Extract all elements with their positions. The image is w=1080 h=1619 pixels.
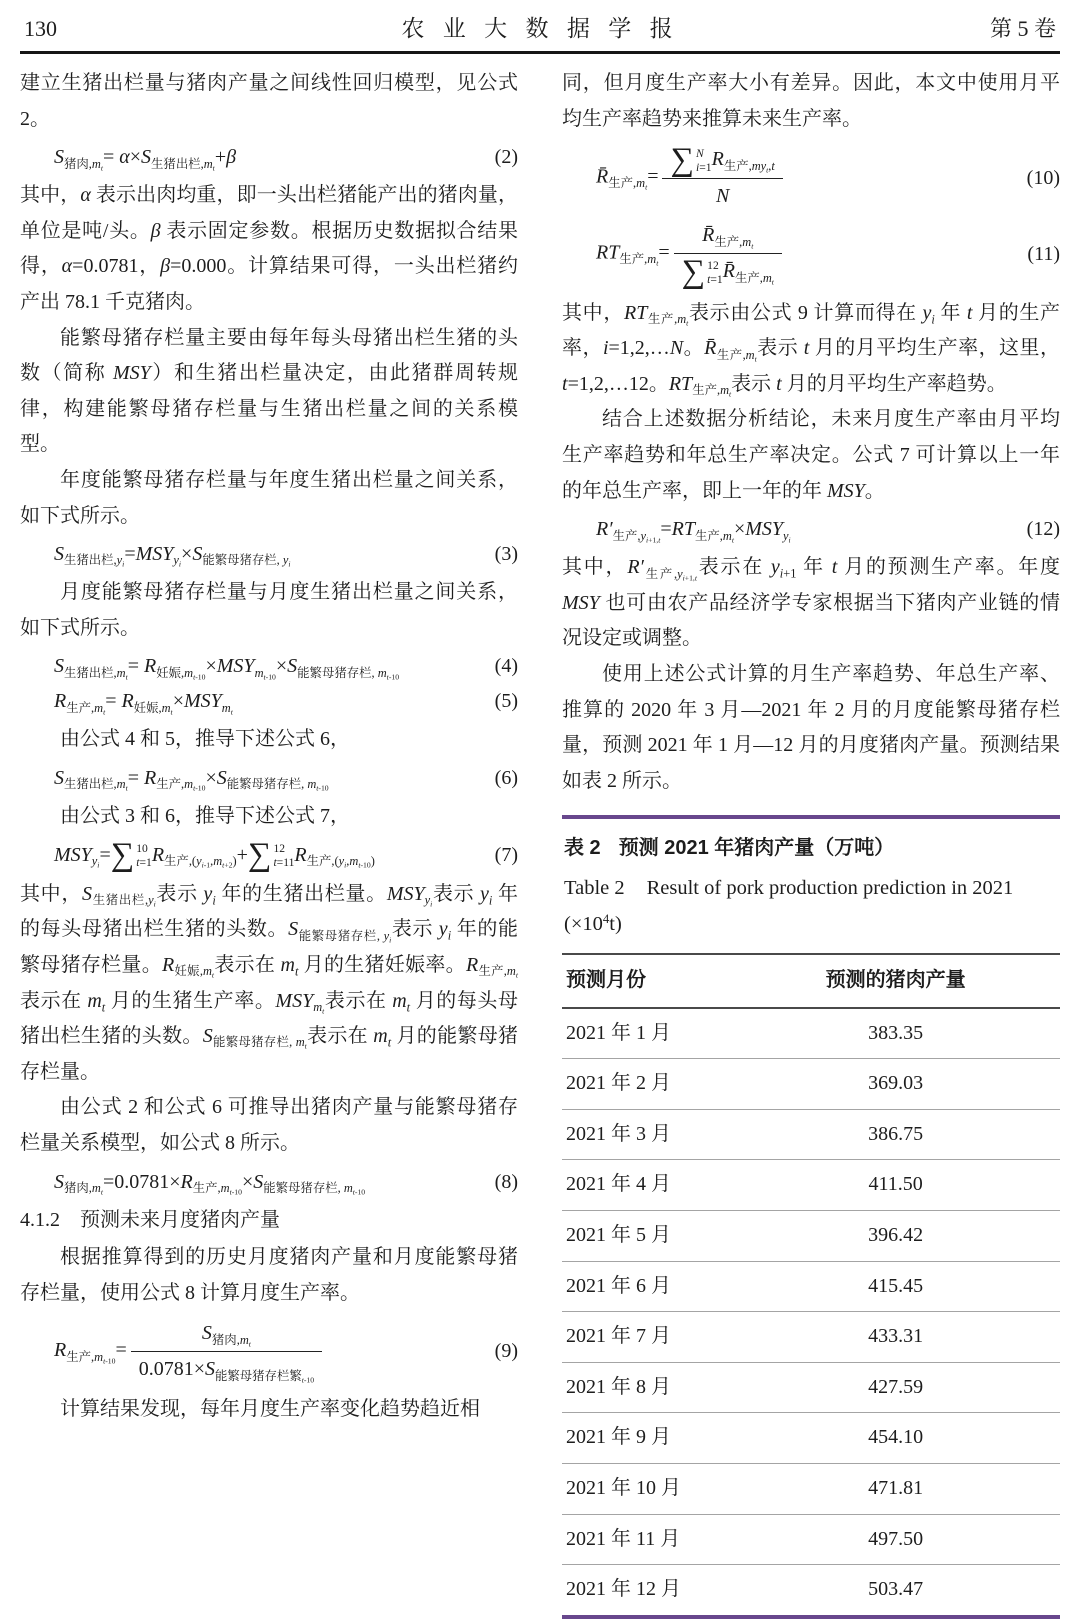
equation-number: (10)	[1026, 166, 1060, 189]
equation-body: $S_{生猪出栏,m_t}= R_{生产,m_{t-10}}\times S_{能繁母猪存栏, m_{t-10}}$	[54, 766, 329, 793]
value-cell: 503.47	[868, 1578, 924, 1601]
paragraph: 由公式 3 和 6，推导下述公式 7，	[60, 804, 350, 827]
equation-8	[20, 1168, 518, 1197]
prediction-table	[562, 953, 1060, 1615]
value-cell: 454.10	[731, 1413, 1060, 1464]
table-caption-cn	[564, 831, 1060, 867]
equation-body: $S_{猪肉,m_t}= \alpha\times S_{生猪出栏,m_t}+\beta$	[54, 146, 237, 173]
column-header-month: 预测月份	[562, 954, 731, 1008]
paragraph: 结合上述数据分析结论，未来月度生产率由月平均生产率趋势和年总生产率决定。公式 7 可计算以上一年的年总生产率，即上一年的年 MSY。	[562, 408, 1060, 502]
paragraph: 月度能繁母猪存栏量与月度生猪出栏量之间关系，如下式所示。	[20, 581, 518, 639]
equation-body: $S_{猪肉,m_t}=0.0781\times R_{生产,m_{t-10}}\times S_{能繁母猪存栏, m_{t-10}}$	[54, 1170, 366, 1197]
equation-body: $S_{生猪出栏,y_i}=MSY_{y_i}\times S_{能繁母猪存栏, y_i}$	[54, 543, 291, 570]
equation-4	[20, 652, 518, 681]
month-cell: 2021 年 5 月	[562, 1210, 731, 1261]
table-row	[562, 1261, 1060, 1312]
paragraph: 由公式 4 和 5，推导下述公式 6，	[60, 728, 350, 751]
paragraph: 根据推算得到的历史月度猪肉产量和月度能繁母猪存栏量，使用公式 8 计算月度生产率。	[20, 1246, 518, 1304]
table-row	[562, 1362, 1060, 1413]
paragraph: 计算结果发现，每年月度生产率变化趋势趋近相	[60, 1398, 480, 1421]
equation-number: (4)	[494, 655, 518, 678]
table-row	[562, 1160, 1060, 1211]
table-row	[562, 1210, 1060, 1261]
table-header-row	[562, 954, 1060, 1008]
value-cell: 497.50	[731, 1514, 1060, 1565]
table-row	[562, 1514, 1060, 1565]
month-cell: 2021 年 2 月	[562, 1059, 731, 1110]
right-column	[562, 66, 1060, 1619]
table-label-en: Table 2	[564, 877, 625, 899]
left-column	[20, 66, 518, 1619]
equation-number: (5)	[494, 690, 518, 713]
equation-number: (8)	[494, 1170, 518, 1193]
column-header-value: 预测的猪肉产量	[731, 954, 1060, 1008]
table-row	[562, 1565, 1060, 1615]
paragraph: 由公式 2 和公式 6 可推导出猪肉产量与能繁母猪存栏量关系模型，如公式 8 所示。	[20, 1096, 518, 1154]
page-header	[20, 8, 1060, 54]
paragraph: 建立生猪出栏量与猪肉产量之间线性回归模型，见公式 2。	[20, 72, 518, 130]
month-cell: 2021 年 10 月	[562, 1463, 731, 1514]
table-row	[562, 1463, 1060, 1514]
month-cell: 2021 年 7 月	[562, 1312, 731, 1363]
equation-5	[20, 687, 518, 716]
journal-title: 农 业 大 数 据 学 报	[401, 15, 679, 41]
equation-10	[562, 143, 1060, 213]
prediction-table-box	[562, 815, 1060, 1618]
volume-label: 第 5 卷	[989, 16, 1056, 41]
value-cell: 411.50	[731, 1160, 1060, 1211]
page-number: 130	[24, 16, 57, 41]
month-cell: 2021 年 3 月	[562, 1109, 731, 1160]
table-row	[562, 1059, 1060, 1110]
table-row	[562, 1008, 1060, 1059]
table-row	[562, 1109, 1060, 1160]
month-cell: 2021 年 4 月	[562, 1160, 731, 1211]
equation-body: $MSY_{y_i}=$ ∑ 10 t=1 $R_{生产,(y_{i-1},m_{t+2})}+$ ∑ 12 t=11 $R_{生产,(y_i,m_{t-10})}$	[54, 837, 375, 874]
value-cell: 396.42	[731, 1210, 1060, 1261]
equation-body: $R_{生产,m_t}= R_{妊娠,m_t}\times MSY_{m_t}$	[54, 690, 233, 717]
table-title-en: Result of pork production prediction in 2021 $(\times 10^4t)$	[564, 877, 1014, 936]
paragraph: 其中，$R'_{生产,y_{i+1,t}}$表示在 $y_{i+1}$ 年 t 月的预测生产率。年度 MSY 也可由农产品经济学专家根据当下猪肉产业链的情况设定或调整。	[562, 556, 1061, 650]
equation-11	[562, 219, 1060, 289]
equation-9	[20, 1317, 518, 1386]
equation-6	[20, 764, 518, 793]
equation-body: $R_{生产,m_{t-10}}=$ $S_{猪肉,m_t}$ $0.0781\times S_{能繁母猪存栏繁_{t-10}}$	[54, 1317, 489, 1386]
equation-body: $RT_{生产,m_t}=$ $R̄_{生产,m_t}$ ∑ 12 t=1 $R̄_{生产,m_t}$	[596, 219, 1021, 289]
value-cell: 383.35	[731, 1008, 1060, 1059]
month-cell: 2021 年 6 月	[562, 1261, 731, 1312]
month-cell: 2021 年 9 月	[562, 1413, 731, 1464]
equation-number: (3)	[494, 543, 518, 566]
table-label-cn: 表 2	[564, 837, 601, 860]
equation-number: (11)	[1027, 243, 1060, 266]
paragraph: 年度能繁母猪存栏量与年度生猪出栏量之间关系，如下式所示。	[20, 468, 518, 527]
table-caption-en	[564, 870, 1060, 943]
table-row	[562, 1413, 1060, 1464]
value-cell: 386.75	[731, 1109, 1060, 1160]
equation-number: (9)	[494, 1340, 518, 1363]
section-heading: 4.1.2 预测未来月度猪肉产量	[20, 1208, 280, 1231]
equation-body: $R̄_{生产,m_t}=$ ∑ N i=1 $R_{生产,my_t,t}$ N	[596, 143, 1021, 213]
month-cell: 2021 年 8 月	[562, 1362, 731, 1413]
month-cell: 2021 年 12 月	[566, 1578, 681, 1601]
paragraph: 其中，$S_{生猪出栏,y_i}$表示 $y_i$ 年的生猪出栏量。$MSY_{y_i}$表示 $y_i$ 年的每头母猪出栏生猪的头数。$S_{能繁母猪存栏, y_i}$表示 $y_i$ 年的能繁母猪存栏量。$R_{妊娠,m_t}$表示在 $m_t$ 月的生猪妊娠率。$R_{生产,m_t}$表示在 $m_t$ 月的生猪生产率。$MSY_{m_t}$表示在 $m_t$ 月的每头母猪出栏生猪的头数。$S_{能繁母猪存栏, m_t}$表示在 $m_t$ 月的能繁母猪存栏量。	[20, 882, 519, 1083]
two-column-body	[20, 54, 1060, 1619]
table-title-cn: 预测 2021 年猪肉产量（万吨）	[618, 837, 895, 860]
equation-number: (2)	[494, 146, 518, 169]
equation-body: $S_{生猪出栏,m_t}= R_{妊娠,m_{t-10}}\times MSY_{m_{t-10}}\times S_{能繁母猪存栏, m_{t-10}}$	[54, 655, 400, 682]
month-cell: 2021 年 1 月	[562, 1008, 731, 1059]
equation-number: (12)	[1026, 518, 1060, 541]
value-cell: 471.81	[731, 1463, 1060, 1514]
value-cell: 433.31	[731, 1312, 1060, 1363]
equation-12	[562, 515, 1060, 544]
equation-3	[20, 540, 518, 569]
month-cell: 2021 年 11 月	[562, 1514, 731, 1565]
equation-2	[20, 143, 518, 172]
paragraph: 使用上述公式计算的月生产率趋势、年总生产率、推算的 2020 年 3 月—2021 年 2 月的月度能繁母猪存栏量，预测 2021 年 1 月—12 月的月度猪肉产量。预测结果如表 2 所示。	[562, 663, 1060, 792]
equation-body: $R'_{生产,y_{i+1,t}}=RT_{生产,m_t}\times MSY_{y_i}$	[596, 518, 791, 545]
paragraph: 能繁母猪存栏量主要由每年每头母猪出栏生猪的头数（简称 MSY）和生猪出栏量决定，由此猪群周转规律，构建能繁母猪存栏量与生猪出栏量之间的关系模型。	[20, 326, 519, 456]
paragraph: 其中，α 表示出肉均重，即一头出栏猪能产出的猪肉量，单位是吨/头。β 表示固定参数。根据历史数据拟合结果得，α=0.0781，β=0.000。计算结果可得，一头出栏猪约产出 78.1 千克猪肉。	[20, 184, 519, 313]
equation-7	[20, 837, 518, 874]
table-row	[562, 1312, 1060, 1363]
value-cell: 369.03	[731, 1059, 1060, 1110]
paragraph: 同，但月度生产率大小有差异。因此，本文中使用月平均生产率趋势来推算未来生产率。	[562, 72, 1060, 130]
equation-number: (7)	[494, 844, 518, 867]
value-cell: 415.45	[731, 1261, 1060, 1312]
value-cell: 427.59	[731, 1362, 1060, 1413]
paragraph: 其中，$RT_{生产,m_t}$表示由公式 9 计算而得在 $y_i$ 年 t 月的生产率，i=1,2,…N。$R̄_{生产,m_t}$表示 t 月的月平均生产率，这里，t=1,2,…12。$RT_{生产,m_t}$表示 t 月的月平均生产率趋势。	[562, 301, 1061, 399]
equation-number: (6)	[494, 766, 518, 789]
